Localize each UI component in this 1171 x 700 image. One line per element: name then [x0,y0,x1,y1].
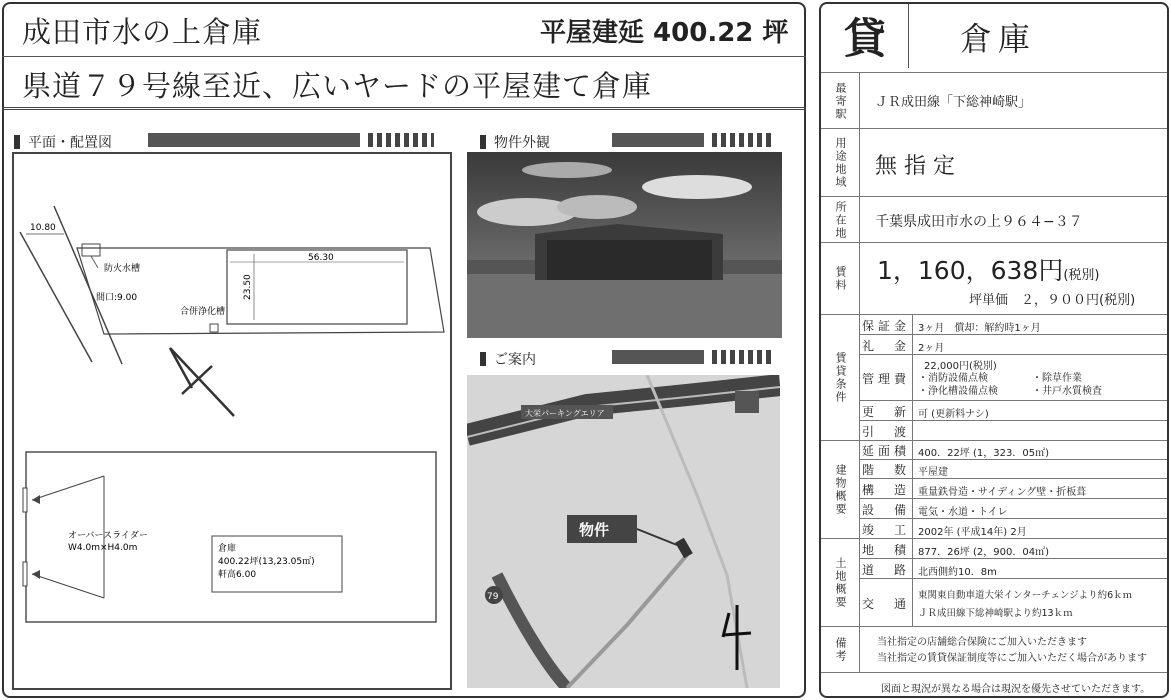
door-size: W4.0m×H4.0m [68,543,138,553]
property-type: 倉庫 [960,20,1037,58]
fire-tank-label: 防火水槽 [104,264,141,274]
rent-value [877,251,1100,287]
bullet-square [480,135,486,149]
title-divider [2,56,806,57]
header-bottom-rule [2,107,806,110]
mgmt-item: ・除草作業 [1032,373,1082,384]
zoning-category: 用途地域 [821,129,860,197]
parking-label: 大栄パーキングエリア [525,409,605,418]
footer-note: 図面と現況が異なる場合は現況を優先させていただきます。 [881,684,1151,695]
bldg-value: 平屋建 [918,467,948,478]
frontage-label: 間口:9.00 [96,293,138,303]
cond-label: 保証金 [860,315,913,335]
header-bar [612,133,704,147]
subtitle: 県道７９号線至近、広いヤードの平屋建て倉庫 [22,69,653,103]
land-value: 北西側約10．8m [918,567,997,578]
bldg-value: 電気・水道・トイレ [918,507,1008,518]
address-value: 千葉県成田市水の上９６４−３７ [875,214,1083,230]
cond-label: 礼 金 [860,335,913,355]
site-plan [12,152,452,692]
cond-value: 2ヶ月 [918,343,945,354]
plan-heading: 平面・配置図 [28,135,112,151]
address-category: 所在地 [821,197,860,243]
mgmt-item: ・浄化槽設備点検 [918,386,998,397]
cond-label: 引 渡 [860,421,913,441]
land-value: 東関東自動車道大栄インターチェンジより約6ｋｍ [918,590,1133,601]
area-badge: 平屋建延 400.22 坪 [540,18,789,48]
frontage-width-label: 10.80 [30,223,56,233]
conditions-category: 賃貸条件 [821,315,860,441]
rent-category: 賃料 [821,243,860,315]
cond-label: 管理費 [860,355,913,401]
traffic-line2: ＪＲ成田線下総神崎駅より約13ｋｍ [918,608,1073,619]
eave-height: 軒高6.00 [218,570,257,580]
tsubo-price: 坪単価 ２，９００円(税別) [969,293,1136,308]
header-stripes [368,133,434,147]
bldg-label: 構 造 [860,479,913,499]
guide-section-head [480,349,536,369]
cond-value: 可 (更新料ナシ) [918,409,989,420]
route-shield: 79 [487,592,499,602]
remark-line: 当社指定の店舗総合保険にご加入いただきます [877,637,1087,648]
septic-label: 合併浄化槽 [180,307,226,317]
bldg-value: 400．22坪 (1，323．05㎡) [918,448,1049,459]
header-stripes [712,350,772,364]
remark-line: 当社指定の賃貸保証制度等にご加入いただく場合があります [877,653,1147,664]
rent-tax-note: (税別) [1063,268,1100,283]
exterior-heading: 物件外観 [494,135,550,151]
exterior-section-head [480,132,550,152]
bullet-square [480,352,486,366]
cond-label: 更 新 [860,401,913,421]
bldg-label: 延面積 [860,441,913,460]
exterior-photo [467,152,782,338]
zoning-value: 無 指 定 [875,154,955,179]
property-label: 物件 [579,521,610,539]
land-value: 877．26坪 (2，900．04㎡) [918,547,1049,558]
warehouse-area: 400.22坪(13,23.05㎡) [218,557,315,567]
land-category: 土地概要 [821,539,860,627]
bullet-square [14,135,20,149]
header-stripes [712,133,772,147]
plan-section-head [14,132,112,152]
bldg-value: 2002年 (平成14年) 2月 [918,527,1027,538]
bldg-value: 重量鉄骨造・サイディング壁・折板葺 [918,487,1087,498]
remarks-category: 備考 [821,627,860,673]
location-map [467,375,780,688]
mgmt-item: ・消防設備点検 [918,373,988,384]
bldg-label: 竣 工 [860,519,913,539]
warehouse-label: 倉庫 [218,544,237,554]
header-bar [612,350,704,364]
north-arrow-icon [170,348,234,416]
guide-heading: ご案内 [494,352,536,368]
yard-height-label: 23.50 [243,274,253,300]
spec-table [821,72,1167,698]
bldg-label: 設 備 [860,499,913,519]
rent-tag: 貸 [822,4,909,68]
land-label: 交 通 [860,579,913,627]
building-category: 建物概要 [821,441,860,539]
mgmt-item: ・井戸水質検査 [1032,386,1102,397]
bldg-label: 階 数 [860,460,913,479]
header-bar [148,133,360,147]
station-category: 最寄駅 [821,73,860,129]
cond-value: 22,000円(税別) [924,361,997,372]
land-label: 道 路 [860,559,913,579]
land-label: 地 積 [860,539,913,559]
yard-width-label: 56.30 [308,253,334,263]
page-title: 成田市水の上倉庫 [22,15,263,49]
rent-amount: 1，160，638円 [877,256,1064,285]
station-value: ＪＲ成田線「下総神崎駅」 [875,95,1032,110]
door-label: オーバースライダー [68,531,148,541]
cond-value: 3ヶ月 償却：解約時1ヶ月 [918,323,1041,334]
